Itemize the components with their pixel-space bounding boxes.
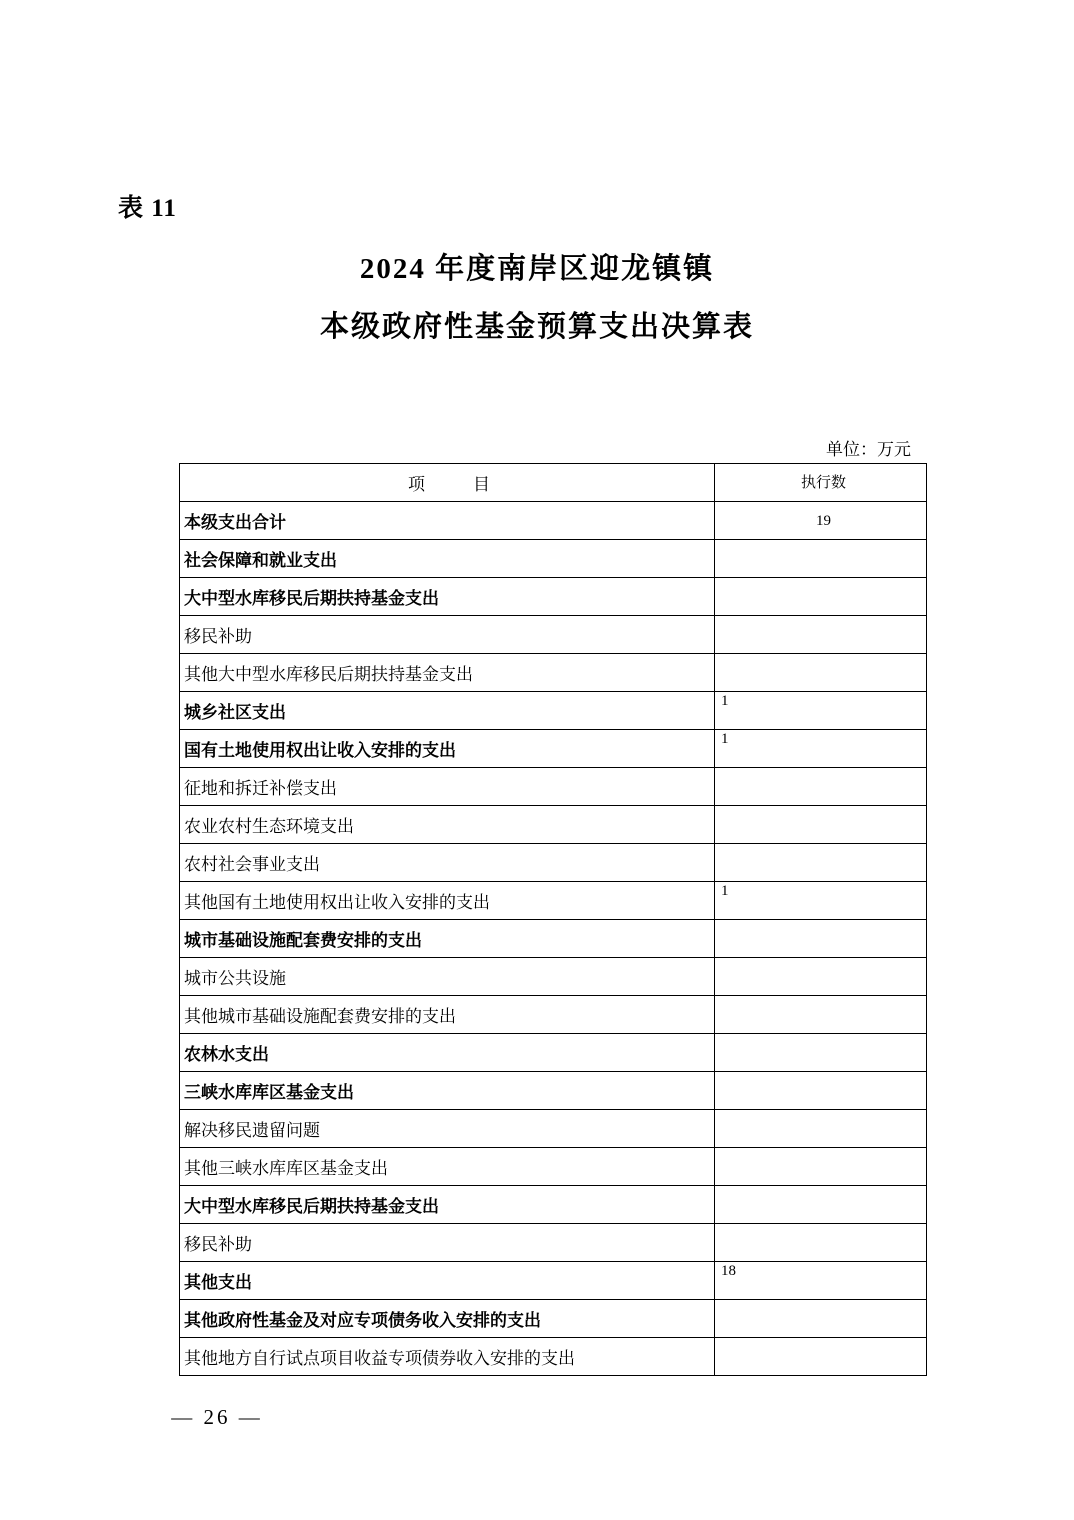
row-label: 征地和拆迁补偿支出 [180, 768, 715, 806]
table-row [180, 616, 927, 654]
column-header-item-text-1: 项 [408, 475, 425, 494]
row-value [715, 844, 927, 882]
row-label: 其他大中型水库移民后期扶持基金支出 [180, 654, 715, 692]
column-header-value: 执行数 [715, 464, 927, 502]
column-header-item-text-2: 目 [473, 475, 490, 494]
row-value [715, 654, 927, 692]
row-label: 其他国有土地使用权出让收入安排的支出 [180, 882, 715, 920]
row-label: 其他城市基础设施配套费安排的支出 [180, 996, 715, 1034]
table-row [180, 1338, 927, 1376]
row-value [715, 1072, 927, 1110]
row-value [715, 1300, 927, 1338]
row-label: 三峡水库库区基金支出 [180, 1072, 715, 1110]
row-value: 18 [715, 1262, 927, 1300]
row-value [715, 996, 927, 1034]
title-line-2: 本级政府性基金预算支出决算表 [319, 311, 754, 343]
table-row [180, 578, 927, 616]
row-value [715, 1186, 927, 1224]
title-line-1: 2024 年度南岸区迎龙镇镇 [359, 253, 715, 285]
table-row [180, 1034, 927, 1072]
table-row [180, 1110, 927, 1148]
row-label: 城乡社区支出 [180, 692, 715, 730]
table-row [180, 502, 927, 540]
table-row [180, 654, 927, 692]
page-number-text: — 26 — [171, 1405, 263, 1429]
table-label: 表 11 [118, 195, 177, 222]
row-label: 大中型水库移民后期扶持基金支出 [180, 1186, 715, 1224]
row-label: 城市公共设施 [180, 958, 715, 996]
row-value: 1 [715, 730, 927, 768]
row-value [715, 1034, 927, 1072]
row-label: 本级支出合计 [180, 502, 715, 540]
row-label: 解决移民遗留问题 [180, 1110, 715, 1148]
table-row [180, 920, 927, 958]
row-label: 其他三峡水库库区基金支出 [180, 1148, 715, 1186]
row-value [715, 768, 927, 806]
row-value [715, 806, 927, 844]
row-label: 城市基础设施配套费安排的支出 [180, 920, 715, 958]
table-row [180, 1072, 927, 1110]
table-row [180, 1224, 927, 1262]
row-value [715, 1224, 927, 1262]
table-row [180, 730, 927, 768]
page-title [0, 240, 1074, 356]
row-value [715, 920, 927, 958]
row-label: 农林水支出 [180, 1034, 715, 1072]
row-label: 国有土地使用权出让收入安排的支出 [180, 730, 715, 768]
row-label: 农业农村生态环境支出 [180, 806, 715, 844]
row-label: 社会保障和就业支出 [180, 540, 715, 578]
row-value: 19 [715, 502, 927, 540]
row-value [715, 616, 927, 654]
page-number [0, 1405, 1074, 1430]
table-row [180, 1300, 927, 1338]
row-label: 其他政府性基金及对应专项债务收入安排的支出 [180, 1300, 715, 1338]
table-row [180, 1148, 927, 1186]
row-value [715, 1110, 927, 1148]
table-row [180, 806, 927, 844]
row-label: 其他支出 [180, 1262, 715, 1300]
unit-note: 单位：万元 [826, 440, 911, 459]
table-row [180, 882, 927, 920]
row-value [715, 578, 927, 616]
row-value [715, 1338, 927, 1376]
row-label: 其他地方自行试点项目收益专项债券收入安排的支出 [180, 1338, 715, 1376]
row-value [715, 1148, 927, 1186]
table-row [180, 958, 927, 996]
table-row [180, 692, 927, 730]
row-label: 移民补助 [180, 616, 715, 654]
table-header-row [180, 464, 927, 502]
row-label: 农村社会事业支出 [180, 844, 715, 882]
row-value: 1 [715, 882, 927, 920]
table-row [180, 844, 927, 882]
row-value [715, 540, 927, 578]
row-value [715, 958, 927, 996]
row-label: 大中型水库移民后期扶持基金支出 [180, 578, 715, 616]
budget-expenditure-table [179, 463, 927, 1376]
row-value: 1 [715, 692, 927, 730]
row-label: 移民补助 [180, 1224, 715, 1262]
table-body [180, 464, 927, 1376]
table-row [180, 1262, 927, 1300]
table-row [180, 996, 927, 1034]
table-row [180, 1186, 927, 1224]
table-row [180, 768, 927, 806]
table-row [180, 540, 927, 578]
column-header-item [180, 464, 715, 502]
